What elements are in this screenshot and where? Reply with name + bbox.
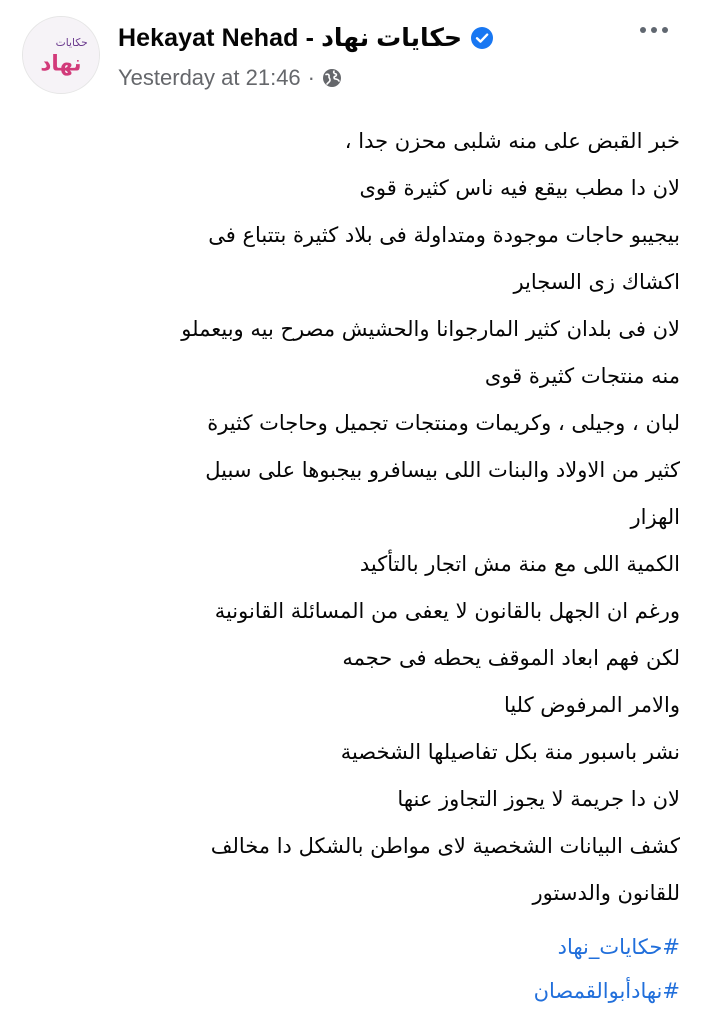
post-meta xyxy=(118,63,342,93)
post-text-line: للقانون والدستور xyxy=(532,881,680,905)
post-text-line: ورغم ان الجهل بالقانون لا يعفى من المسائلة القانونية xyxy=(214,599,680,623)
more-options-button[interactable] xyxy=(632,18,676,42)
more-options-dot xyxy=(651,27,657,33)
post-text-line: خبر القبض على منه شلبى محزن جدا ، xyxy=(344,129,680,153)
logo-word-bottom: نهاد xyxy=(40,51,82,77)
hashtag-link[interactable]: #حكايات_نهاد xyxy=(557,935,680,959)
meta-separator: · xyxy=(307,65,315,90)
post-hashtags xyxy=(20,925,680,1013)
post-text xyxy=(20,118,680,917)
more-options-dot xyxy=(662,27,668,33)
post-timestamp[interactable]: Yesterday at 21:46 xyxy=(118,65,301,90)
post-text-line: الكمية اللى مع منة مش اتجار بالتأكيد xyxy=(359,552,680,576)
post-text-line: كثير من الاولاد والبنات اللى بيسافرو بيجبوها على سبيل xyxy=(205,458,680,482)
page-name-link[interactable]: Hekayat Nehad - حكايات نهاد xyxy=(118,24,462,52)
post-text-line: لبان ، وجيلى ، وكريمات ومنتجات تجميل وحاجات كثيرة xyxy=(207,411,680,435)
post-text-line: لكن فهم ابعاد الموقف يحطه فى حجمه xyxy=(342,646,680,670)
post-header xyxy=(0,0,706,100)
post-text-line: بيجيبو حاجات موجودة ومتداولة فى بلاد كثيرة بتتباع فى xyxy=(208,223,680,247)
post-text-line: منه منتجات كثيرة قوى xyxy=(484,364,680,388)
post-text-line: الهزار xyxy=(630,505,680,529)
logo-word-top: حكايات xyxy=(55,36,88,50)
hashtag-link[interactable]: #نهادأبوالقمصان xyxy=(533,979,680,1003)
globe-icon[interactable] xyxy=(322,68,342,88)
verified-badge-icon xyxy=(471,27,493,49)
post-text-line: لان فى بلدان كثير المارجوانا والحشيش مصرح بيه وبيعملو xyxy=(181,317,680,341)
post-text-line: نشر باسبور منة بكل تفاصيلها الشخصية xyxy=(340,740,680,764)
post-text-line: والامر المرفوض كليا xyxy=(503,693,680,717)
post-text-line: لان دا مطب بيقع فيه ناس كثيرة قوى xyxy=(359,176,680,200)
more-options-dot xyxy=(640,27,646,33)
post-text-line: اكشاك زى السجاير xyxy=(513,270,680,294)
post-text-line: لان دا جريمة لا يجوز التجاوز عنها xyxy=(397,787,680,811)
page-avatar[interactable] xyxy=(22,16,100,94)
page-name-row xyxy=(118,21,493,55)
hekayat-nehad-logo xyxy=(23,17,99,93)
post-text-line: كشف البيانات الشخصية لاى مواطن بالشكل دا مخالف xyxy=(210,834,680,858)
